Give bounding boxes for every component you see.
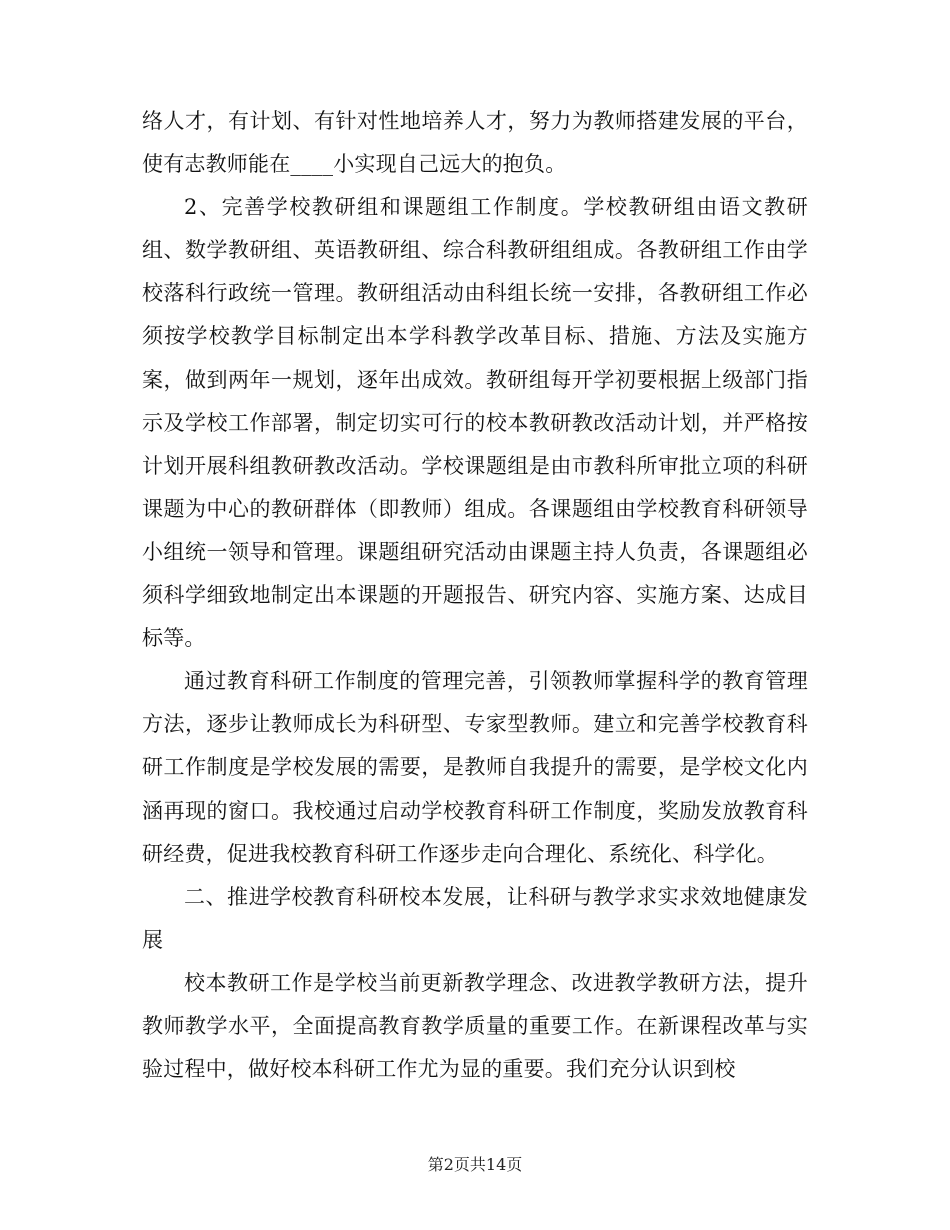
section-heading-2: 二、推进学校教育科研校本发展，让科研与教学求实求效地健康发展 xyxy=(142,884,808,952)
page-number-footer: 第2页共14页 xyxy=(427,1155,523,1174)
paragraph-section-2: 2、完善学校教研组和课题组工作制度。学校教研组由语文教研组、数学教研组、英语教研组、综合科教研组组成。各教研组工作由学校落科行政统一管理。教研组活动由科组长统一安排，各教研组工作必须按学校教学目标制定出本学科教学改革目标、措施、方法及实施方案，做到两年一规划，逐年出成效。教研组每开学初要根据上级部门指示及学校工作部署，制定切实可行的校本教研教改活动计划，并严格按计划开展科组教研教改活动。学校课题组是由市教科所审批立项的科研课题为中心的教研群体（即教师）组成。各课题组由学校教育科研领导小组统一领导和管理。课题组研究活动由课题主持人负责，各课题组必须科学细致地制定出本课题的开题报告、研究内容、实施方案、达成目标等。 xyxy=(142,195,808,651)
paragraph-summary: 通过教育科研工作制度的管理完善，引领教师掌握科学的教育管理方法，逐步让教师成长为科研型、专家型教师。建立和完善学校教育科研工作制度是学校发展的需要，是教师自我提升的需要，是学校文化内涵再现的窗口。我校通过启动学校教育科研工作制度，奖励发放教育科研经费，促进我校教育科研工作逐步走向合理化、系统化、科学化。 xyxy=(142,669,808,866)
paragraph-school-research: 校本教研工作是学校当前更新教学理念、改进教学教研方法，提升教师教学水平，全面提高教育教学质量的重要工作。在新课程改革与实验过程中，做好校本科研工作尤为显的重要。我们充分认识到校 xyxy=(142,970,808,1082)
document-body xyxy=(142,100,808,1091)
paragraph-continuation: 络人才，有计划、有针对性地培养人才，努力为教师搭建发展的平台，使有志教师能在____小实现自己远大的抱负。 xyxy=(142,109,808,177)
